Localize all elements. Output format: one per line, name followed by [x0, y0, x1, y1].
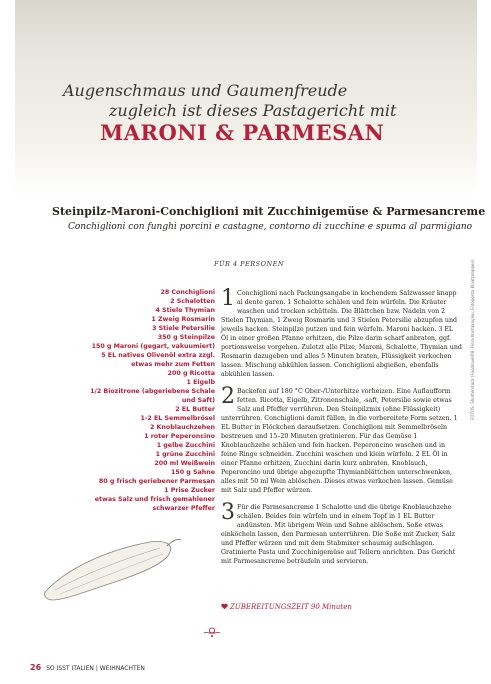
ingredient-item: 1-2 EL Semmelbrösel [140, 415, 215, 422]
ingredient-item: 28 Conchiglioni [160, 289, 215, 296]
headline-line-2: zugleich ist dieses Pastagericht mit [109, 101, 397, 120]
ingredient-item: 2 Schalotten [170, 298, 215, 305]
ingredient-list [45, 288, 215, 513]
ingredient-item: 150 g Sahne [170, 469, 215, 476]
ingredient-item: schwarzer Pfeffer [152, 505, 215, 512]
ingredient-item: etwas Salz und frisch gemahlener [94, 496, 215, 503]
ingredient-item: 200 ml Weißwein [154, 460, 215, 467]
ingredient-item: 4 Stiele Thymian [155, 307, 215, 314]
ingredient-item: 1 grüne Zucchini [155, 451, 215, 458]
step-text: Für die Parmesancreme 1 Schalotte und die übrige Knoblauchzehe schälen. Beides fein würfeln und in einem Topf in 1 EL Butter andünsten. Mit übrigem Wein und Sahne ablöschen. Soße etwas einköcheln lassen, den Parmesan unterrühren. Die Soße mit Zucker, Salz und Pfeffer würzen und mit dem Stabmixer schaumig aufschlagen. Gratinierte Pasta und Zucchinigemüse auf Tellern anrichten. Das Gericht mit Parmesancreme beträufeln und servieren. [221, 504, 456, 565]
headline-line-3: MARONI & PARMESAN [100, 120, 385, 145]
step-text: Conchiglioni nach Packungsangabe in kochendem Salzwasser knapp al dente garen. 1 Schalotte schälen und fein würfeln. Die Kräuter waschen und trocken schütteln. Die Blättchen bzw. Nadeln von 2 Stielen Thymian, 1 Zweig Rosmarin und 3 Stielen Petersilie abzupfen und jeweils hacken. Steinpilze putzen und fein würfeln. Maroni hacken. 3 EL Öl in einer großen Pfanne erhitzen, die Pilze darin scharf anbraten, ggf. portionsweise vorgehen. Zuletzt alle Pilze, Maroni, Schalotte, Thymian und Rosmarin dazugeben und alles 5 Minuten braten, Flüssigkeit verkochen lassen. Mischung abkühlen lassen. Conchiglioni abgießen, ebenfalls abkühlen lassen. [221, 290, 462, 378]
prep-time: ZUBEREITUNGSZEIT 90 Minuten [230, 603, 352, 611]
instruction-step [221, 286, 462, 379]
photo-credit: FOTOS: Shutterstock (Foodlover69, Flora Kontakoglou, Fotopenta Kloatzdoppen) [470, 259, 475, 420]
instruction-steps [221, 286, 462, 574]
ingredient-item: 150 g Maroni (gegart, vakuumiert) [91, 343, 215, 350]
headline-line-1: Augenschmaus und Gaumenfreude [63, 81, 348, 100]
step-number: 3 [221, 500, 235, 525]
ingredient-item: und Saft) [181, 397, 215, 404]
heart-icon [221, 603, 228, 610]
page-footer [30, 663, 145, 672]
ingredient-item: 2 EL Butter [175, 406, 215, 413]
instruction-step [221, 384, 462, 495]
ingredient-item: 1 gelbe Zucchini [156, 442, 215, 449]
ornament-icon [200, 626, 224, 640]
recipe-subtitle: Conchiglioni con funghi porcini e castagne, contorno di zucchine e spuma al parmigiano [68, 222, 473, 232]
ingredient-item: 1 Zweig Rosmarin [151, 316, 215, 323]
step-number: 2 [221, 384, 235, 409]
ingredient-item: 1 roter Peperoncino [144, 433, 215, 440]
instruction-step [221, 500, 462, 566]
zucchini-illustration [35, 530, 185, 610]
ingredient-item: 350 g Steinpilze [157, 334, 215, 341]
ingredient-item: 1/2 Biozitrone (abgeriebene Schale [90, 388, 215, 395]
ingredient-item: 3 Stiele Petersilie [152, 325, 215, 332]
ingredient-item: 200 g Ricotta [167, 370, 215, 377]
ingredient-item: 2 Knoblauchzehen [149, 424, 215, 431]
ingredient-item: etwas mehr zum Fetten [131, 361, 215, 368]
ingredient-item: 80 g frisch geriebener Parmesan [98, 478, 215, 485]
servings: FÜR 4 PERSONEN [214, 260, 285, 268]
step-number: 1 [221, 286, 235, 311]
page-number: 26 [30, 663, 42, 672]
recipe-title: Steinpilz-Maroni-Conchiglioni mit Zucchinigemüse & Parmesancreme [52, 205, 486, 218]
ingredient-item: 5 EL natives Olivenöl extra zzgl. [101, 352, 215, 359]
ingredient-item: 1 Eigelb [186, 379, 215, 386]
footer-text: SO ISST ITALIEN | WEIHNACHTEN [46, 665, 145, 672]
ingredient-item: 1 Prise Zucker [164, 487, 215, 494]
step-text: Backofen auf 180 °C Ober-/Unterhitze vorheizen. Eine Auflaufform fetten. Ricotta, Eigelb, Zitronenschale, -saft, Petersilie sowie etwas Salz und Pfeffer verrühren. Den Steinpilzmix (ohne Flüssigkeit) unterrühren. Conchiglioni damit füllen, in die vorbereitete Form setzen. 1 EL Butter in Flöckchen daraufsetzen. Conchiglioni mit Semmelbröseln bestreuen und 15–20 Minuten gratinieren. Für das Gemüse 1 Knoblauchzehe schälen und fein hacken. Peperoncino waschen und in feine Ringe schneiden. Zucchini waschen und klein würfeln. 2 EL Öl in einer Pfanne erhitzen, Zucchini darin kurz anbraten. Knoblauch, Peperoncino und übrige abgezupfte Thymianblättchen unterschwenken, alles mit 50 ml Wein ablöschen. Dieses etwas verkochen lassen. Gemüse mit Salz und Pfeffer würzen. [221, 388, 458, 494]
